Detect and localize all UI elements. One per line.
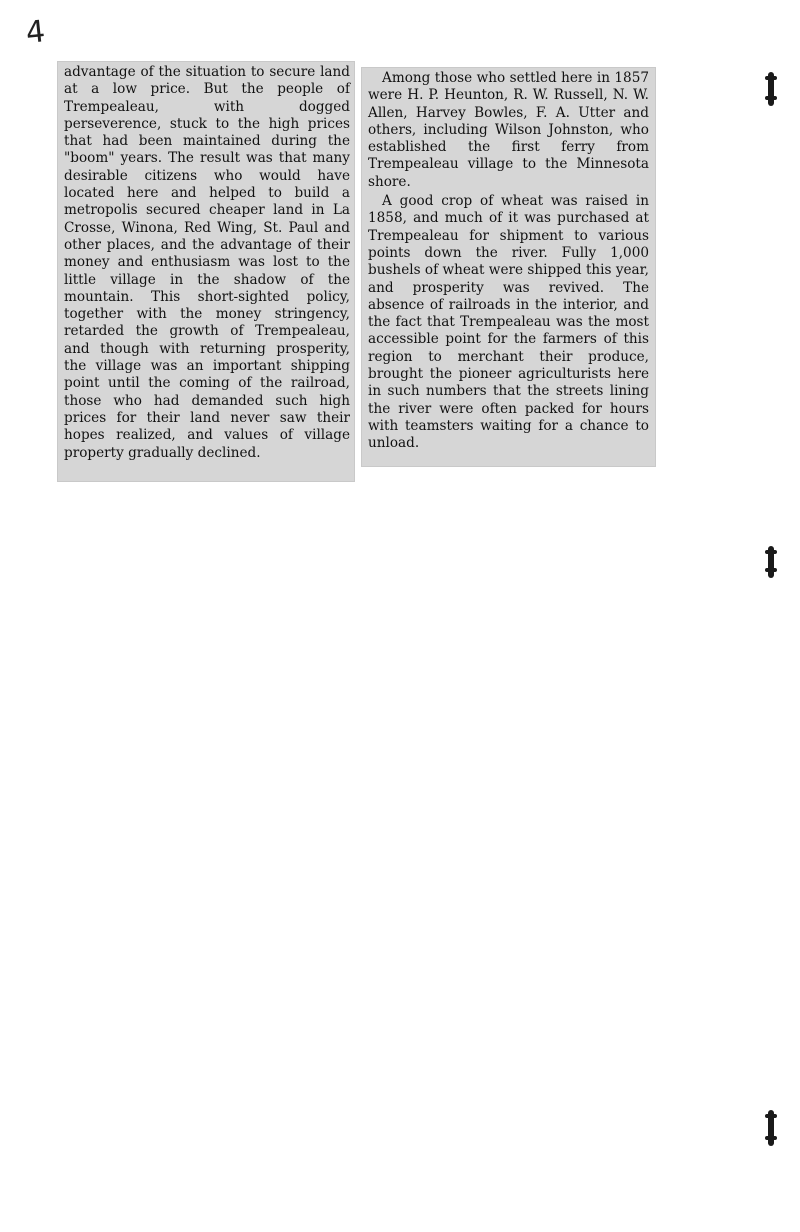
left-column-paragraph: advantage of the situation to secure land at a low price. But the people of Trempealeau, with dogged perseverence, stuck to the high prices that had been maintained during the "boom" years. The result was that many desirable citizens who would have located here and helped to build a metropolis secured cheaper land in La Crosse, Winona, Red Wing, St. Paul and other places, and the advantage of their money and enthusiasm was lost to the little village in the shadow of the mountain. This short-sighted policy, together with the money stringency, retarded the growth of Trempealeau, and though with returning prosperity, the village was an important shipping point until the coming of the railroad, those who had demanded such high prices for their land never saw their hopes realized, and values of village property gradually declined. <box>64 64 350 461</box>
handwritten-page-number: 4 <box>24 14 47 51</box>
clipping-column-right <box>362 68 655 466</box>
right-column-paragraph-1: Among those who settled here in 1857 were H. P. Heunton, R. W. Russell, N. W. Allen, Harvey Bowles, F. A. Utter and others, including Wilson Johnston, who established the first ferry from Trempealeau village to the Minnesota shore. <box>368 70 649 190</box>
clipping-column-left <box>58 62 354 481</box>
binding-clip-icon <box>768 72 774 106</box>
newspaper-clipping <box>58 62 655 482</box>
binding-clip-icon <box>768 546 774 578</box>
right-column-paragraph-2: A good crop of wheat was raised in 1858, and much of it was purchased at Trempealeau for shipment to various points down the river. Fully 1,000 bushels of wheat were shipped this year, and prosperity was revived. The absence of railroads in the interior, and the fact that Trempealeau was the most accessible point for the farmers of this region to merchant their produce, brought the pioneer agriculturists here in such numbers that the streets lining the river were often packed for hours with teamsters waiting for a chance to unload. <box>368 193 649 452</box>
binding-clip-icon <box>768 1110 774 1146</box>
